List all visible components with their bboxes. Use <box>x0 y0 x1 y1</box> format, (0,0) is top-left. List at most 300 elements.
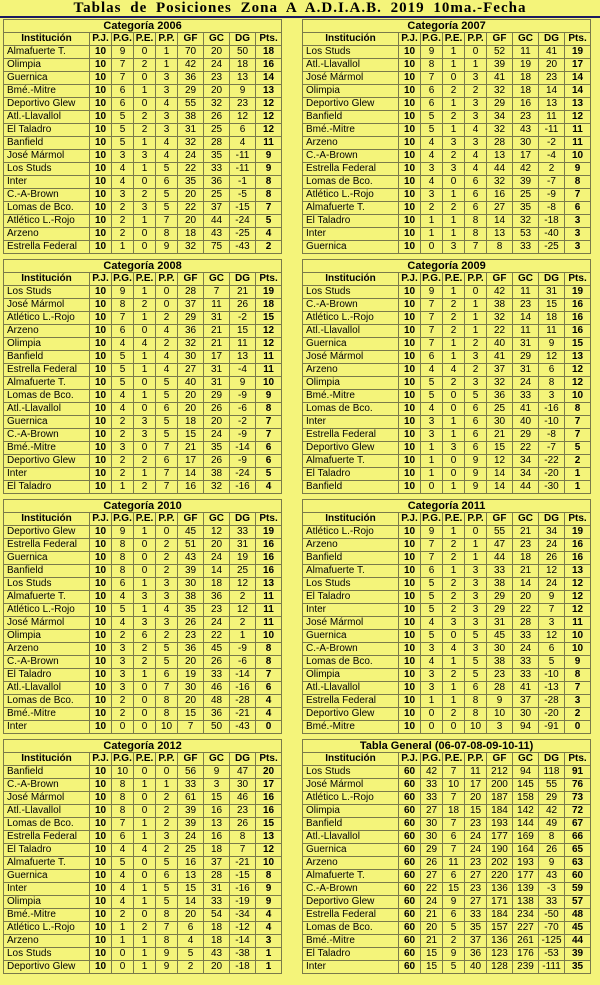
stat-cell: 3 <box>443 241 465 254</box>
stat-cell: 6 <box>443 870 465 883</box>
stat-cell: 14 <box>487 468 513 481</box>
stat-cell: 11 <box>256 351 282 364</box>
table-row <box>303 669 591 682</box>
stat-cell: 19 <box>256 526 282 539</box>
stat-cell: 29 <box>487 98 513 111</box>
stat-cell: 31 <box>204 312 230 325</box>
column-header: Institución <box>303 273 399 286</box>
stat-cell: 13 <box>204 818 230 831</box>
team-name: Almafuerte T. <box>303 870 399 883</box>
stat-cell: 10 <box>399 721 421 734</box>
team-name: Olimpia <box>303 805 399 818</box>
table-row <box>4 526 282 539</box>
stat-cell: 2 <box>156 565 178 578</box>
stat-cell: 10 <box>90 896 112 909</box>
stat-cell: 2 <box>443 552 465 565</box>
table-row <box>303 468 591 481</box>
team-name: Banfield <box>4 766 90 779</box>
stat-cell: 24 <box>513 377 539 390</box>
table-title: Tabla General (06-07-08-09-10-11) <box>303 740 591 753</box>
stat-cell: 18 <box>256 299 282 312</box>
column-header: P.G. <box>422 513 441 524</box>
standings-table <box>302 19 591 254</box>
stat-cell: 10 <box>112 766 134 779</box>
stat-cell: 1 <box>134 85 156 98</box>
stat-cell: 0 <box>134 325 156 338</box>
stat-cell: 10 <box>399 630 421 643</box>
stat-cell: 45 <box>178 526 204 539</box>
team-name: Los Studs <box>303 286 399 299</box>
stat-cell: 53 <box>513 228 539 241</box>
stat-cell: 4 <box>256 922 282 935</box>
stat-cell: 7 <box>443 792 465 805</box>
stat-cell: 94 <box>513 721 539 734</box>
stat-cell: -15 <box>230 202 256 215</box>
stat-cell: 7 <box>256 429 282 442</box>
team-name: Banfield <box>4 351 90 364</box>
stat-cell: 23 <box>204 72 230 85</box>
stat-cell: 60 <box>399 792 421 805</box>
stat-cell: 11 <box>256 617 282 630</box>
stat-cell: 43 <box>178 552 204 565</box>
table-row <box>303 312 591 325</box>
stat-cell: 28 <box>204 137 230 150</box>
stat-cell: -9 <box>230 643 256 656</box>
stat-cell: -5 <box>230 189 256 202</box>
stat-cell: 30 <box>487 643 513 656</box>
stat-cell: 3 <box>465 351 487 364</box>
stat-cell: 7 <box>156 922 178 935</box>
stat-cell: 1 <box>443 429 465 442</box>
stat-cell: 16 <box>256 539 282 552</box>
stat-cell: 5 <box>443 961 465 974</box>
stat-cell: 13 <box>178 870 204 883</box>
stat-cell: 15 <box>421 961 443 974</box>
stat-cell: 18 <box>539 312 565 325</box>
table-row <box>4 403 282 416</box>
stat-cell: 60 <box>399 883 421 896</box>
table-row <box>4 896 282 909</box>
stat-cell: 4 <box>112 883 134 896</box>
stat-cell: 21 <box>204 338 230 351</box>
stat-cell: 6 <box>112 831 134 844</box>
stat-cell: 2 <box>565 708 591 721</box>
stat-cell: 2 <box>156 844 178 857</box>
team-name: José Mármol <box>303 617 399 630</box>
stat-cell: 0 <box>112 721 134 734</box>
column-header: P.J. <box>90 513 112 526</box>
stat-cell: 26 <box>421 857 443 870</box>
stat-cell: 28 <box>513 617 539 630</box>
column-header: P.P. <box>465 33 487 46</box>
stat-cell: 25 <box>487 403 513 416</box>
stat-cell: 1 <box>134 883 156 896</box>
stat-cell: 6 <box>421 85 443 98</box>
stat-cell: 13 <box>565 98 591 111</box>
stat-cell: 4 <box>443 364 465 377</box>
standings-table <box>302 739 591 974</box>
column-header: GF <box>178 513 204 526</box>
stat-cell: 0 <box>465 286 487 299</box>
column-header: DG <box>539 513 565 526</box>
stat-cell: 2 <box>112 708 134 721</box>
page-title: Tablas de Posiciones Zona A A.D.I.A.B. 2019 10ma.-Fecha <box>73 0 527 16</box>
stat-cell: 5 <box>112 111 134 124</box>
stat-cell: 8 <box>256 643 282 656</box>
table-row <box>303 578 591 591</box>
stat-cell: 30 <box>178 682 204 695</box>
stat-cell: 28 <box>487 137 513 150</box>
column-header: P.E. <box>443 513 465 526</box>
table-row <box>303 643 591 656</box>
stat-cell: 7 <box>539 604 565 617</box>
stat-cell: 1 <box>134 468 156 481</box>
stat-cell: 7 <box>156 682 178 695</box>
stat-cell: 10 <box>90 59 112 72</box>
table-row <box>303 805 591 818</box>
stat-cell: 22 <box>487 325 513 338</box>
stat-cell: 1 <box>134 831 156 844</box>
team-name: Bmé.-Mitre <box>4 708 90 721</box>
stat-cell: 8 <box>256 403 282 416</box>
stat-cell: 29 <box>539 792 565 805</box>
table-title: Categoría 2012 <box>4 740 282 753</box>
team-name: Arzeno <box>4 228 90 241</box>
stat-cell: 17 <box>256 779 282 792</box>
stat-cell: 9 <box>465 455 487 468</box>
stat-cell: 1 <box>443 98 465 111</box>
stat-cell: 6 <box>256 442 282 455</box>
stat-cell: 10 <box>399 202 421 215</box>
stat-cell: 10 <box>90 779 112 792</box>
stat-cell: 0 <box>134 46 156 59</box>
stat-cell: 26 <box>539 552 565 565</box>
column-header: P.E. <box>134 33 156 46</box>
stat-cell: -14 <box>230 935 256 948</box>
stat-cell: 37 <box>487 364 513 377</box>
column-header: P.E. <box>443 33 465 46</box>
stat-cell: 11 <box>565 617 591 630</box>
table-row <box>4 922 282 935</box>
stat-cell: 10 <box>90 468 112 481</box>
stat-cell: 6 <box>421 98 443 111</box>
column-header: DG <box>539 753 565 766</box>
stat-cell: 42 <box>178 59 204 72</box>
team-name: Arzeno <box>303 539 399 552</box>
stat-cell: 2 <box>443 539 465 552</box>
stat-cell: 12 <box>565 111 591 124</box>
stat-cell: 118 <box>539 766 565 779</box>
stat-cell: 4 <box>112 896 134 909</box>
stat-cell: 6 <box>156 870 178 883</box>
stat-cell: 10 <box>90 286 112 299</box>
stat-cell: 0 <box>421 241 443 254</box>
table-row <box>303 202 591 215</box>
column-header: GF <box>487 273 513 286</box>
table-row <box>4 338 282 351</box>
stat-cell: 9 <box>539 857 565 870</box>
table-row <box>4 46 282 59</box>
table-row <box>4 98 282 111</box>
table-row <box>303 935 591 948</box>
table-row <box>303 429 591 442</box>
stat-cell: 25 <box>204 124 230 137</box>
stat-cell: 3 <box>156 85 178 98</box>
column-header: Institución <box>4 273 90 286</box>
column-header: Pts. <box>565 273 591 286</box>
table-row <box>4 656 282 669</box>
stat-cell: 1 <box>134 948 156 961</box>
column-header: DG <box>230 33 256 46</box>
stat-cell: 3 <box>134 591 156 604</box>
stat-cell: 23 <box>465 857 487 870</box>
stat-cell: 14 <box>513 312 539 325</box>
stat-cell: 36 <box>204 591 230 604</box>
team-name: Atlético L.-Rojo <box>303 526 399 539</box>
team-name: José Mármol <box>4 150 90 163</box>
stat-cell: 261 <box>513 935 539 948</box>
stat-cell: 10 <box>90 137 112 150</box>
stat-cell: 10 <box>90 565 112 578</box>
stat-cell: 10 <box>256 630 282 643</box>
stat-cell: 24 <box>539 578 565 591</box>
stat-cell: 35 <box>178 604 204 617</box>
stat-cell: -16 <box>539 403 565 416</box>
stat-cell: 8 <box>156 228 178 241</box>
stat-cell: 10 <box>399 176 421 189</box>
stat-cell: 18 <box>256 46 282 59</box>
column-header: P.G. <box>113 33 132 44</box>
stat-cell: 2 <box>565 455 591 468</box>
stat-cell: 13 <box>565 351 591 364</box>
stat-cell: 10 <box>399 299 421 312</box>
stat-cell: 60 <box>399 831 421 844</box>
stat-cell: 20 <box>178 695 204 708</box>
stat-cell: 6 <box>465 403 487 416</box>
stat-cell: -10 <box>539 669 565 682</box>
stat-cell: 10 <box>90 364 112 377</box>
stat-cell: 9 <box>256 163 282 176</box>
column-header: P.P. <box>465 273 487 286</box>
stat-cell: -50 <box>539 909 565 922</box>
table-row <box>4 312 282 325</box>
stat-cell: -12 <box>230 922 256 935</box>
stat-cell: 2 <box>443 935 465 948</box>
stat-cell: 8 <box>156 695 178 708</box>
stat-cell: 18 <box>178 416 204 429</box>
stat-cell: 3 <box>443 617 465 630</box>
standings-table <box>302 259 591 494</box>
stat-cell: 36 <box>204 176 230 189</box>
stat-cell: 3 <box>256 935 282 948</box>
column-header: GC <box>204 513 230 526</box>
stat-cell: 23 <box>465 818 487 831</box>
stat-cell: 10 <box>399 98 421 111</box>
stat-cell: 0 <box>443 468 465 481</box>
team-name: Banfield <box>4 565 90 578</box>
stat-cell: 1 <box>443 228 465 241</box>
column-header: Institución <box>303 513 399 526</box>
stat-cell: 70 <box>178 46 204 59</box>
table-row <box>303 390 591 403</box>
stat-cell: 15 <box>204 792 230 805</box>
stat-cell: 4 <box>443 643 465 656</box>
stat-cell: 8 <box>539 831 565 844</box>
table-row <box>303 792 591 805</box>
stat-cell: 14 <box>204 565 230 578</box>
stat-cell: 28 <box>178 286 204 299</box>
stat-cell: -9 <box>230 455 256 468</box>
stat-cell: 16 <box>256 792 282 805</box>
stat-cell: 4 <box>421 137 443 150</box>
stat-cell: 177 <box>513 870 539 883</box>
stat-cell: 3 <box>156 124 178 137</box>
stat-cell: 31 <box>178 124 204 137</box>
stat-cell: 18 <box>513 552 539 565</box>
team-name: Atl.-Llavallol <box>303 59 399 72</box>
stat-cell: 3 <box>421 163 443 176</box>
stat-cell: 10 <box>399 481 421 494</box>
table-row <box>303 189 591 202</box>
stat-cell: 10 <box>90 961 112 974</box>
stat-cell: 3 <box>421 189 443 202</box>
stat-cell: 38 <box>487 578 513 591</box>
stat-cell: 3 <box>421 416 443 429</box>
stat-cell: 46 <box>204 682 230 695</box>
stat-cell: 12 <box>256 325 282 338</box>
stat-cell: 0 <box>134 870 156 883</box>
column-header: GC <box>513 753 539 766</box>
stat-cell: 20 <box>178 189 204 202</box>
stat-cell: 12 <box>204 526 230 539</box>
column-header: P.P. <box>156 273 178 286</box>
column-header: Pts. <box>256 33 282 46</box>
stat-cell: 5 <box>156 857 178 870</box>
stat-cell: 76 <box>565 779 591 792</box>
stat-cell: 7 <box>465 241 487 254</box>
team-name: Atlético L.-Rojo <box>303 312 399 325</box>
stat-cell: 1 <box>443 189 465 202</box>
stat-cell: 5 <box>465 656 487 669</box>
stat-cell: 10 <box>399 708 421 721</box>
column-header: Pts. <box>256 753 282 766</box>
stat-cell: 16 <box>178 857 204 870</box>
stat-cell: 7 <box>156 468 178 481</box>
stat-cell: 10 <box>399 59 421 72</box>
table-row <box>303 351 591 364</box>
stat-cell: 7 <box>421 312 443 325</box>
stat-cell: 4 <box>421 656 443 669</box>
team-name: El Taladro <box>303 468 399 481</box>
table-row <box>303 46 591 59</box>
stat-cell: 1 <box>134 935 156 948</box>
column-header: P.E. <box>134 753 156 766</box>
stat-cell: 3 <box>465 565 487 578</box>
stat-cell: 21 <box>230 286 256 299</box>
stat-cell: 177 <box>487 831 513 844</box>
table-row <box>4 883 282 896</box>
stat-cell: 10 <box>90 163 112 176</box>
stat-cell: 2 <box>134 922 156 935</box>
stat-cell: 3 <box>465 377 487 390</box>
team-name: Inter <box>303 961 399 974</box>
stat-cell: 40 <box>513 416 539 429</box>
stat-cell: 26 <box>539 844 565 857</box>
stat-cell: 10 <box>399 656 421 669</box>
stat-cell: 12 <box>230 111 256 124</box>
stat-cell: 44 <box>204 215 230 228</box>
stat-cell: 16 <box>204 805 230 818</box>
stat-cell: 21 <box>421 909 443 922</box>
stat-cell: 5 <box>421 111 443 124</box>
stat-cell: 10 <box>90 883 112 896</box>
stat-cell: 6 <box>465 442 487 455</box>
stat-cell: 10 <box>487 708 513 721</box>
stat-cell: 5 <box>565 442 591 455</box>
table-row <box>303 137 591 150</box>
stat-cell: -11 <box>539 124 565 137</box>
stat-cell: 31 <box>230 539 256 552</box>
stat-cell: 10 <box>443 779 465 792</box>
stat-cell: 1 <box>443 215 465 228</box>
stat-cell: 33 <box>513 669 539 682</box>
stat-cell: 3 <box>421 643 443 656</box>
stat-cell: 73 <box>565 792 591 805</box>
stat-cell: 91 <box>565 766 591 779</box>
stat-cell: 60 <box>565 870 591 883</box>
stat-cell: -11 <box>230 150 256 163</box>
stat-cell: 3 <box>465 591 487 604</box>
stat-cell: 23 <box>230 98 256 111</box>
stat-cell: 2 <box>112 909 134 922</box>
stat-cell: 10 <box>399 442 421 455</box>
stat-cell: 193 <box>513 857 539 870</box>
stat-cell: 15 <box>178 708 204 721</box>
column-header: DG <box>230 513 256 526</box>
stat-cell: -8 <box>539 429 565 442</box>
stat-cell: -8 <box>539 202 565 215</box>
team-name: Lomas de Bco. <box>303 656 399 669</box>
stat-cell: 16 <box>565 552 591 565</box>
stat-cell: 3 <box>134 202 156 215</box>
stat-cell: 10 <box>90 935 112 948</box>
stat-cell: 16 <box>256 805 282 818</box>
stat-cell: 7 <box>256 416 282 429</box>
stat-cell: 38 <box>487 656 513 669</box>
stat-cell: 6 <box>256 682 282 695</box>
stat-cell: 7 <box>421 552 443 565</box>
stat-cell: 10 <box>465 721 487 734</box>
stat-cell: 2 <box>134 299 156 312</box>
stat-cell: 1 <box>443 124 465 137</box>
table-row <box>303 59 591 72</box>
stat-cell: 35 <box>204 442 230 455</box>
team-name: Atlético L.-Rojo <box>303 189 399 202</box>
stat-cell: 35 <box>513 202 539 215</box>
stat-cell: 10 <box>90 429 112 442</box>
stat-cell: 55 <box>487 526 513 539</box>
stat-cell: 14 <box>178 468 204 481</box>
stat-cell: 0 <box>443 390 465 403</box>
column-header: GC <box>204 33 230 46</box>
stat-cell: 2 <box>230 591 256 604</box>
stat-cell: 12 <box>230 578 256 591</box>
stat-cell: 1 <box>443 682 465 695</box>
stat-cell: -40 <box>539 228 565 241</box>
table-row <box>303 909 591 922</box>
stat-cell: 10 <box>90 202 112 215</box>
stat-cell: 23 <box>513 539 539 552</box>
